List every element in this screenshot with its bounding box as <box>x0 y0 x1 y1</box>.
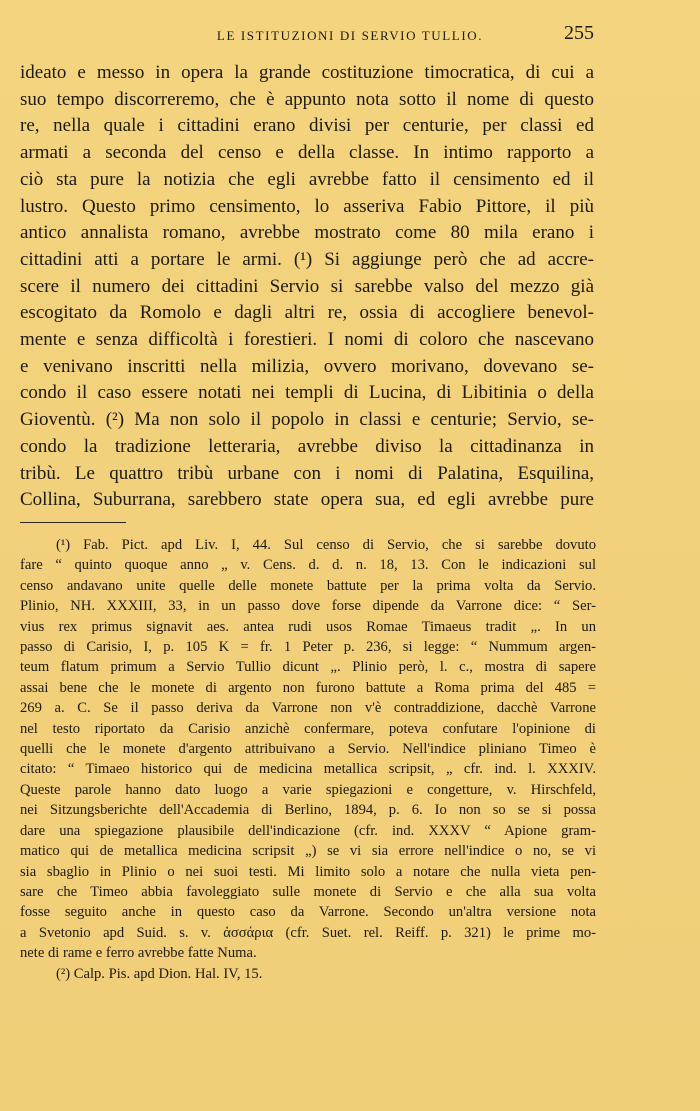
text-line: tribù. Le quattro tribù urbane con i nomi di Palatina, Esquilina, <box>20 462 594 484</box>
footnote-1-line: nete di rame e ferro avrebbe fatte Numa. <box>20 945 257 962</box>
footnote-1-line: 269 a. C. Se il passo deriva da Varrone non v'è contraddizione, dacchè Varrone <box>20 700 596 717</box>
footnote-1-line: assai bene che le monete di argento non furono battute a Roma prima del 485 = <box>20 679 596 696</box>
main-text <box>20 60 594 514</box>
text-line: re, nella quale i cittadini erano divisi per centurie, per classi ed <box>20 115 594 137</box>
text-line: suo tempo discorreremo, che è appunto nota sotto il nome di questo <box>20 88 594 110</box>
footnote-1-line: teum flatum primum a Servio Tullio dicunt „. Plinio però, l. c., mostra di sapere <box>20 659 596 676</box>
footnote-2-line: (²) Calp. Pis. apd Dion. Hal. IV, 15. <box>56 965 263 982</box>
text-line: condo il caso essere notati nei templi di Lucina, di Libitinia o della <box>20 382 594 404</box>
footnote-1-line: fare “ quinto quoque anno „ v. Cens. d. d. n. 18, 13. Con le indicazioni sul <box>20 557 596 574</box>
footnote-1-line: passo di Carisio, I, p. 105 K = fr. 1 Peter p. 236, si legge: “ Nummum argen- <box>20 639 596 656</box>
text-line: Gioventù. (²) Ma non solo il popolo in classi e centurie; Servio, se- <box>20 409 594 431</box>
footnote-divider <box>20 522 126 523</box>
footnote-1-line: sia sbaglio in Plinio o nei suoi testi. Mi limito solo a notare che nulla vieta pen- <box>20 863 596 880</box>
text-line: scere il numero dei cittadini Servio si sarebbe valso del mezzo già <box>20 275 594 297</box>
text-line: e venivano inscritti nella milizia, ovvero morivano, dovevano se- <box>20 355 594 377</box>
text-line: ideato e messo in opera la grande costituzione timocratica, di cui a <box>20 62 594 83</box>
footnote-1-line: nel testo riportato da Carisio anzichè confermare, poteva confutare l'opinione di <box>20 720 596 737</box>
footnotes <box>20 535 596 984</box>
footnote-1-line: citato: “ Timaeo historico qui de medicina metallica scripsit, „ cfr. ind. l. XXXIV. <box>20 761 596 778</box>
footnote-1-line: sare che Timeo abbia favoleggiato sulle monete di Servio e che alla sua volta <box>20 883 596 900</box>
running-head <box>0 22 700 50</box>
text-line: escogitato da Romolo e dagli altri re, ossia di accogliere benevol- <box>20 302 594 324</box>
text-line: antico annalista romano, avrebbe mostrato come 80 mila erano i <box>20 222 594 244</box>
text-line: condo la tradizione letteraria, avrebbe diviso la cittadinanza in <box>20 435 594 457</box>
footnote-1-line: Queste parole hanno dato luogo a varie spiegazioni e congetture, v. Hirschfeld, <box>20 781 596 798</box>
text-line: Collina, Suburrana, sarebbero state opera sua, ed egli avrebbe pure <box>20 489 594 511</box>
text-line: lustro. Questo primo censimento, lo asseriva Fabio Pittore, il più <box>20 195 594 217</box>
page-number: 255 <box>564 22 594 44</box>
text-line: armati a seconda del censo e della classe. In intimo rapporto a <box>20 142 594 164</box>
footnote-1-line: vius rex primus signavit aes. antea rudi usos Romae Timaeus tradit „. In un <box>20 618 596 635</box>
footnote-1-line: nei Sitzungsberichte dell'Accademia di Berlino, 1894, p. 6. Io non so se si possa <box>20 802 596 819</box>
footnote-1-line: matico qui de metallica medicina scripsit „) se vi sia errore nell'indice o no, se vi <box>20 843 596 860</box>
footnote-1-line: a Svetonio apd Suid. s. v. ἀσσάρια (cfr. Suet. rel. Reiff. p. 321) le prime mo- <box>20 924 596 941</box>
text-line: mente e senza difficoltà i forestieri. I nomi di coloro che nascevano <box>20 329 594 351</box>
text-line: cittadini atti a portare le armi. (¹) Si aggiunge però che ad accre- <box>20 248 594 270</box>
footnote-1-line: censo andavano unite quelle delle monete battute per la prima volta da Servio. <box>20 577 596 594</box>
footnote-1-line: Plinio, NH. XXXIII, 33, in un passo dove forse dipende da Varrone dice: “ Ser- <box>20 598 596 615</box>
footnote-1-line: dare una spiegazione plausibile dell'indicazione (cfr. ind. XXXV “ Apione gram- <box>20 822 596 839</box>
text-line: ciò sta pure la notizia che egli avrebbe fatto il censimento ed il <box>20 168 594 190</box>
footnote-1-line: fosse seguito anche in questo caso da Varrone. Secondo un'altra versione nota <box>20 904 596 921</box>
footnote-1-line: quelli che le monete d'argento attribuivano a Servio. Nell'indice pliniano Timeo è <box>20 741 596 758</box>
running-title: LE ISTITUZIONI DI SERVIO TULLIO. <box>216 28 484 43</box>
footnote-1-line: (¹) Fab. Pict. apd Liv. I, 44. Sul censo di Servio, che si sarebbe dovuto <box>56 537 596 553</box>
